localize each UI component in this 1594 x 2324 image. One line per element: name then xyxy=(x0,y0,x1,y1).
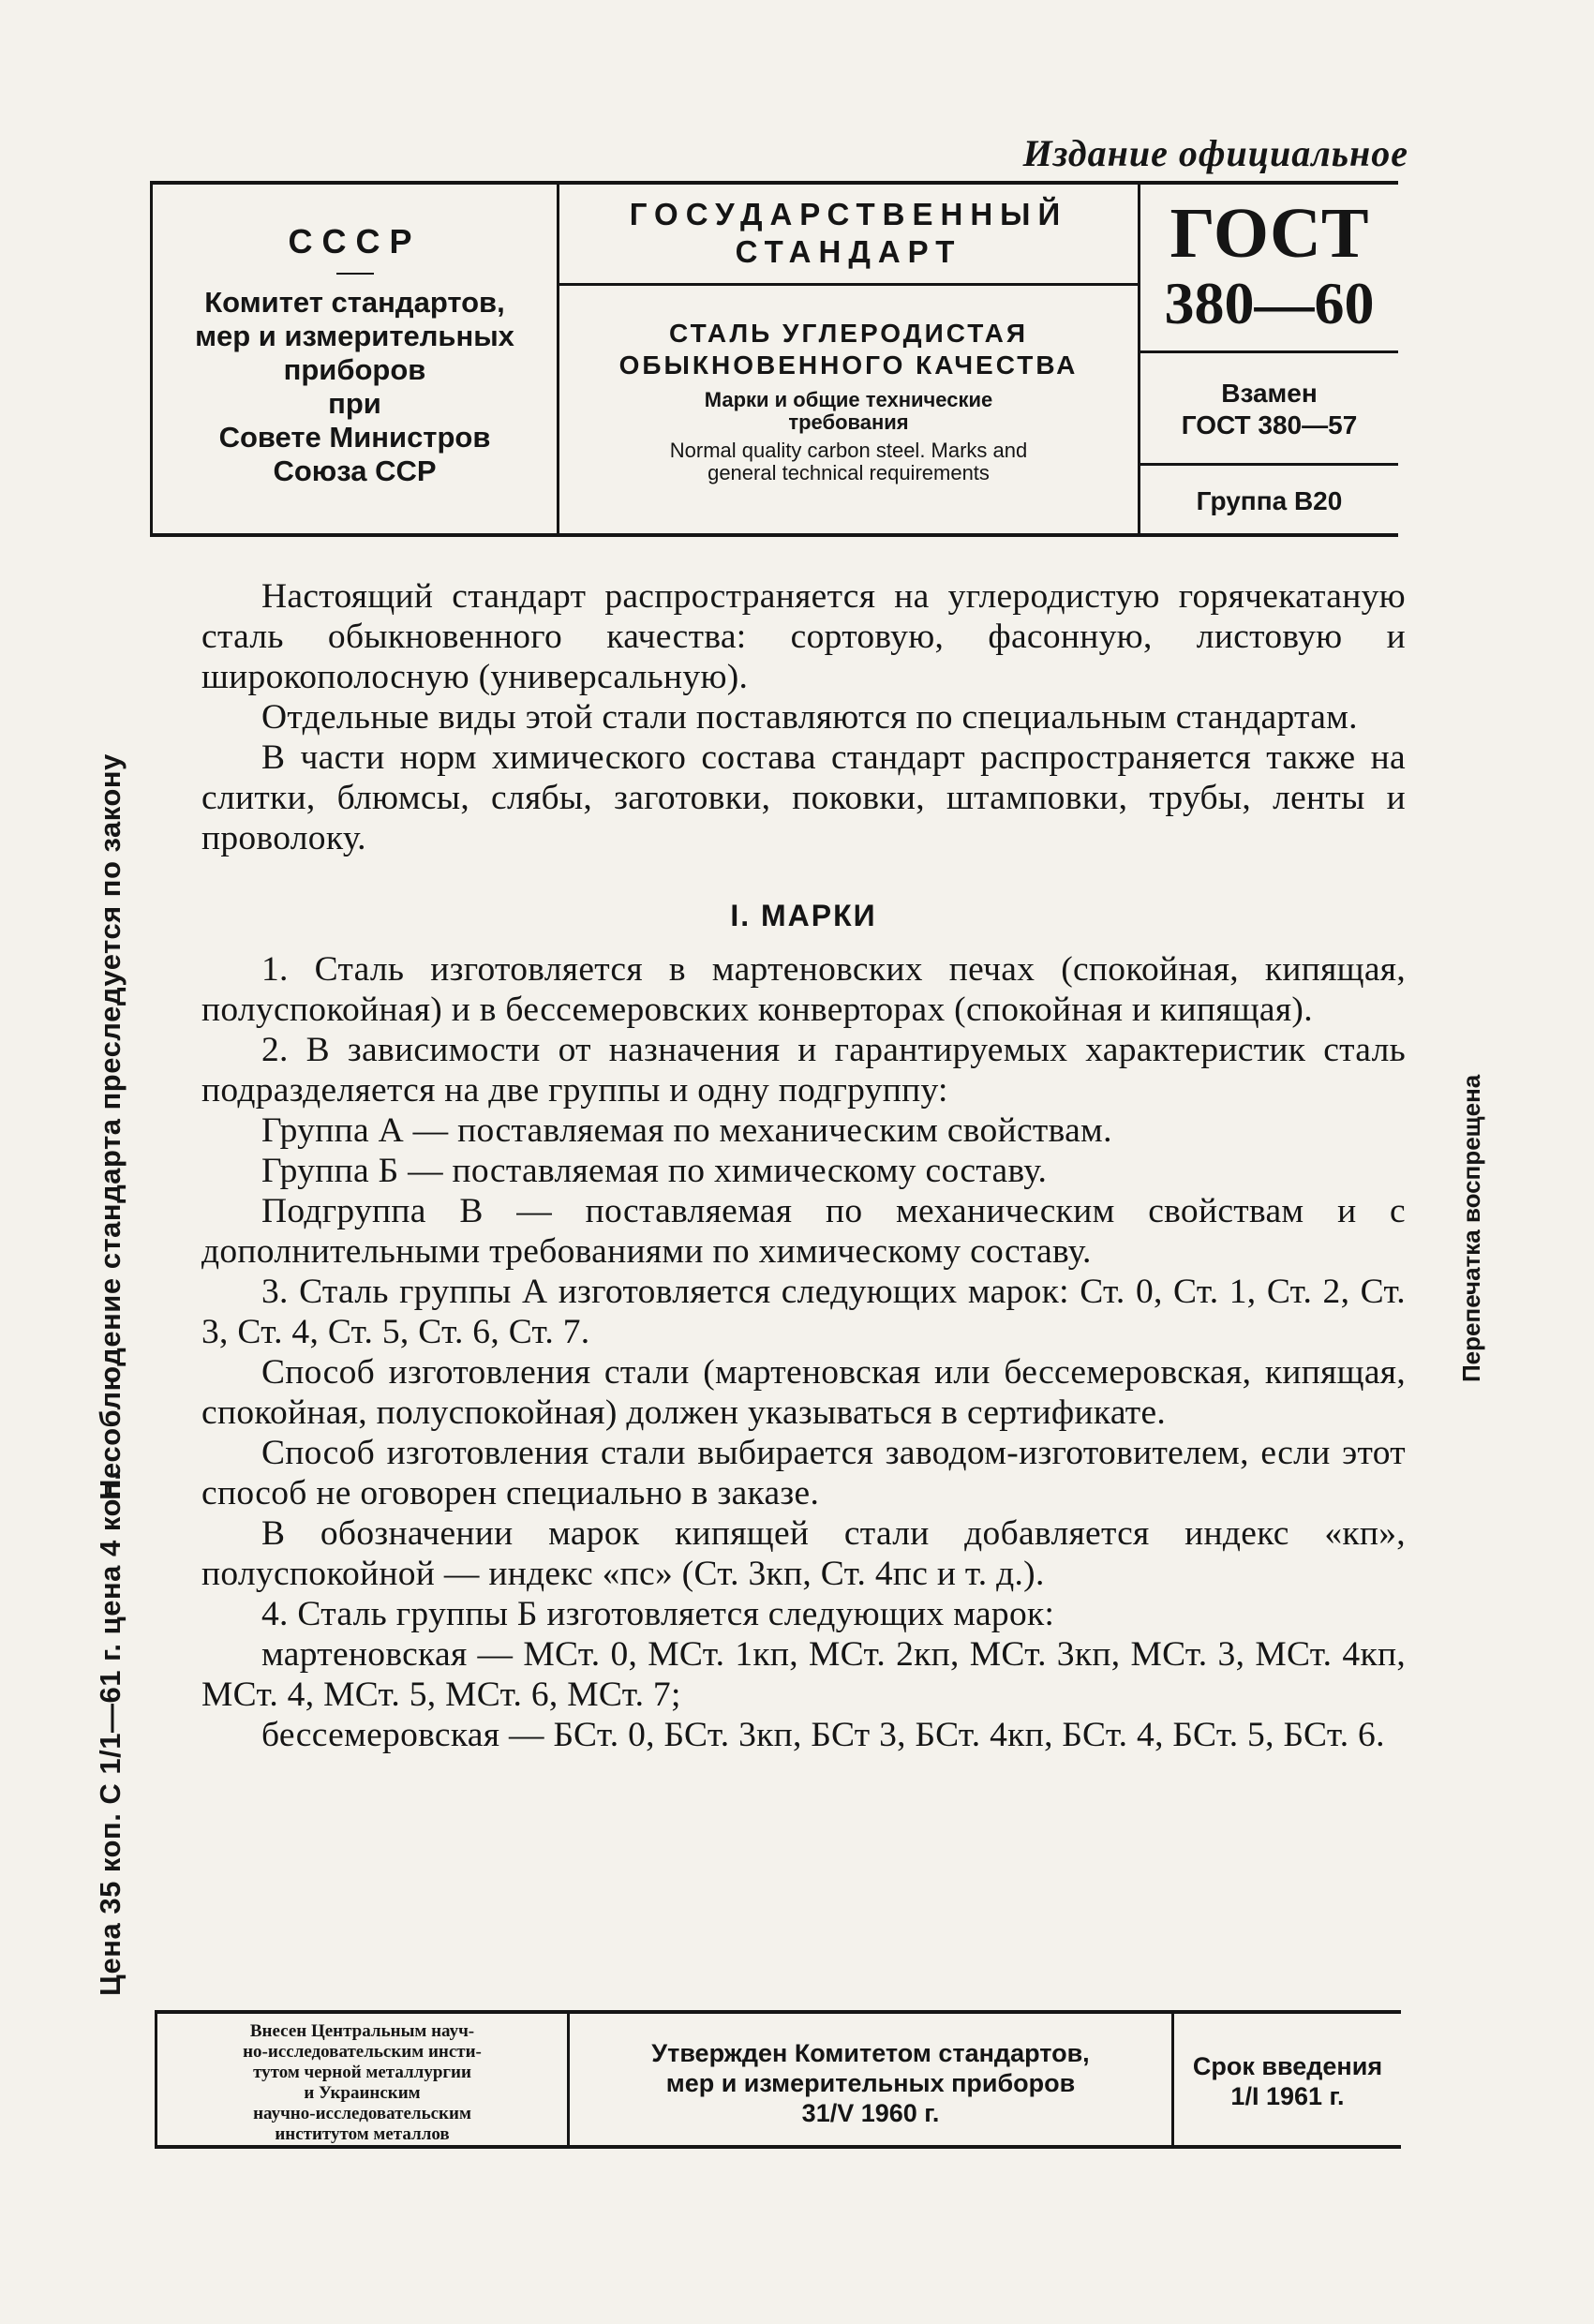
intro-paragraph: Настоящий стандарт распространяется на углеродистую горячекатаную сталь обыкновенного качества: сортовую, фасонную, листовую и широкополосную (универсальную). xyxy=(201,577,1406,696)
title-line: ОБЫКНОВЕННОГО КАЧЕСТВА xyxy=(618,350,1079,380)
replaces-value: ГОСТ 380—57 xyxy=(1181,410,1358,439)
introduced-line: Внесен Центральным науч- xyxy=(249,2021,475,2041)
title-line: СТАЛЬ УГЛЕРОДИСТАЯ xyxy=(669,319,1028,348)
replaces-label: Взамен xyxy=(1221,379,1318,408)
introduced-by xyxy=(157,2014,570,2145)
header-title-block xyxy=(559,185,1140,533)
intro-paragraph: Отдельные виды этой стали поставляются по специальным стандартам. xyxy=(261,698,1358,737)
law-note: Несоблюдение стандарта преследуется по закону xyxy=(94,753,127,1500)
introduced-line: научно-исследовательским xyxy=(253,2104,471,2123)
gost-label: ГОСТ xyxy=(1169,194,1369,273)
clause-paragraph: 4. Сталь группы Б изготовляется следующих марок: xyxy=(261,1595,1055,1633)
introduced-line: но-исследовательским инсти- xyxy=(243,2042,482,2062)
clause-paragraph: 3. Сталь группы А изготовляется следующих марок: Ст. 0, Ст. 1, Ст. 2, Ст. 3, Ст. 4, Ст. 5, Ст. 6, Ст. 7. xyxy=(201,1273,1406,1351)
footer-frame xyxy=(155,2010,1401,2149)
introduced-line: тутом черной металлургии xyxy=(253,2063,471,2082)
committee-line: приборов xyxy=(283,353,426,386)
committee-line: Совете Министров xyxy=(218,421,491,454)
replaces-block xyxy=(1140,353,1398,466)
clause-paragraph: бессемеровская — БСт. 0, БСт. 3кп, БСт 3, БСт. 4кп, БСт. 4, БСт. 5, БСт. 6. xyxy=(261,1716,1385,1754)
main-text xyxy=(201,576,1406,1755)
price-note: Цена 35 коп. С 1/1—61 г. цена 4 коп. xyxy=(94,1471,127,1996)
gost-number: 380—60 xyxy=(1164,270,1375,336)
document-title xyxy=(559,318,1138,381)
approved-line: мер и измерительных приборов xyxy=(665,2069,1076,2097)
divider xyxy=(336,273,374,275)
clause-paragraph: мартеновская — МСт. 0, МСт. 1кп, МСт. 2кп, МСт. 3кп, МСт. 3, МСт. 4кп, МСт. 4, МСт. 5, МСт. 6, МСт. 7; xyxy=(201,1635,1406,1714)
english-line: general technical requirements xyxy=(708,461,990,484)
effective-line: 1/I 1961 г. xyxy=(1230,2082,1345,2110)
clause-paragraph: Способ изготовления стали выбирается заводом-изготовителем, если этот способ не оговорен специально в заказе. xyxy=(201,1434,1406,1512)
section-heading: I. МАРКИ xyxy=(730,899,877,932)
country: СССР xyxy=(288,222,422,261)
introduced-line: институтом металлов xyxy=(275,2124,450,2144)
effective-date xyxy=(1174,2014,1401,2182)
committee-line: при xyxy=(328,387,381,420)
state-standard-label xyxy=(559,185,1138,286)
header-issuer xyxy=(153,185,559,533)
clause-paragraph: 2. В зависимости от назначения и гарантируемых характеристик сталь подразделяется на две группы и одну подгруппу: xyxy=(201,1031,1406,1110)
reprint-prohibited-note: Перепечатка воспрещена xyxy=(1457,1074,1485,1382)
clause-paragraph: Группа А — поставляемая по механическим свойствам. xyxy=(261,1111,1112,1150)
clause-paragraph: Подгруппа В — поставляемая по механическим свойствам и с дополнительными требованиями по химическому составу. xyxy=(201,1192,1406,1271)
committee-line: Союза ССР xyxy=(273,454,437,487)
approved-line: 31/V 1960 г. xyxy=(801,2099,940,2127)
gost-designation xyxy=(1140,185,1398,353)
effective-line: Срок введения xyxy=(1192,2052,1383,2080)
committee-line: мер и измерительных xyxy=(195,320,514,352)
introduced-line: и Украинским xyxy=(304,2083,421,2103)
clause-paragraph: 1. Сталь изготовляется в мартеновских печах (спокойная, кипящая, полуспокойная) и в бессемеровских конверторах (спокойная и кипящая). xyxy=(201,950,1406,1029)
approved-line: Утвержден Комитетом стандартов, xyxy=(651,2039,1090,2067)
document-subtitle xyxy=(559,389,1138,434)
state-standard-line: ГОСУДАРСТВЕННЫЙ xyxy=(629,197,1068,231)
group-code: Группа В20 xyxy=(1196,486,1343,515)
committee-line: Комитет стандартов, xyxy=(204,286,505,319)
state-standard-line: СТАНДАРТ xyxy=(735,234,962,269)
english-line: Normal quality carbon steel. Marks and xyxy=(669,439,1028,462)
header-gost-block xyxy=(1140,185,1398,533)
approved-by xyxy=(570,2014,1174,2145)
committee-name xyxy=(153,286,557,488)
subtitle-line: Марки и общие технические xyxy=(704,388,993,411)
clause-paragraph: Группа Б — поставляемая по химическому составу. xyxy=(261,1152,1048,1190)
header-frame xyxy=(150,181,1398,537)
edition-note: Издание официальное xyxy=(1022,132,1408,174)
clause-paragraph: В обозначении марок кипящей стали добавляется индекс «кп», полуспокойной — индекс «пс» (Ст. 3кп, Ст. 4пс и т. д.). xyxy=(201,1514,1406,1593)
left-margin-note xyxy=(94,637,141,1996)
clause-paragraph: Способ изготовления стали (мартеновская или бессемеровская, кипящая, спокойная, полуспокойная) должен указываться в сертификате. xyxy=(201,1353,1406,1432)
english-title xyxy=(559,439,1138,484)
subtitle-line: требования xyxy=(788,410,909,434)
intro-paragraph: В части норм химического состава стандарт распространяется также на слитки, блюмсы, слябы, заготовки, поковки, штамповки, трубы, ленты и проволоку. xyxy=(201,738,1406,857)
